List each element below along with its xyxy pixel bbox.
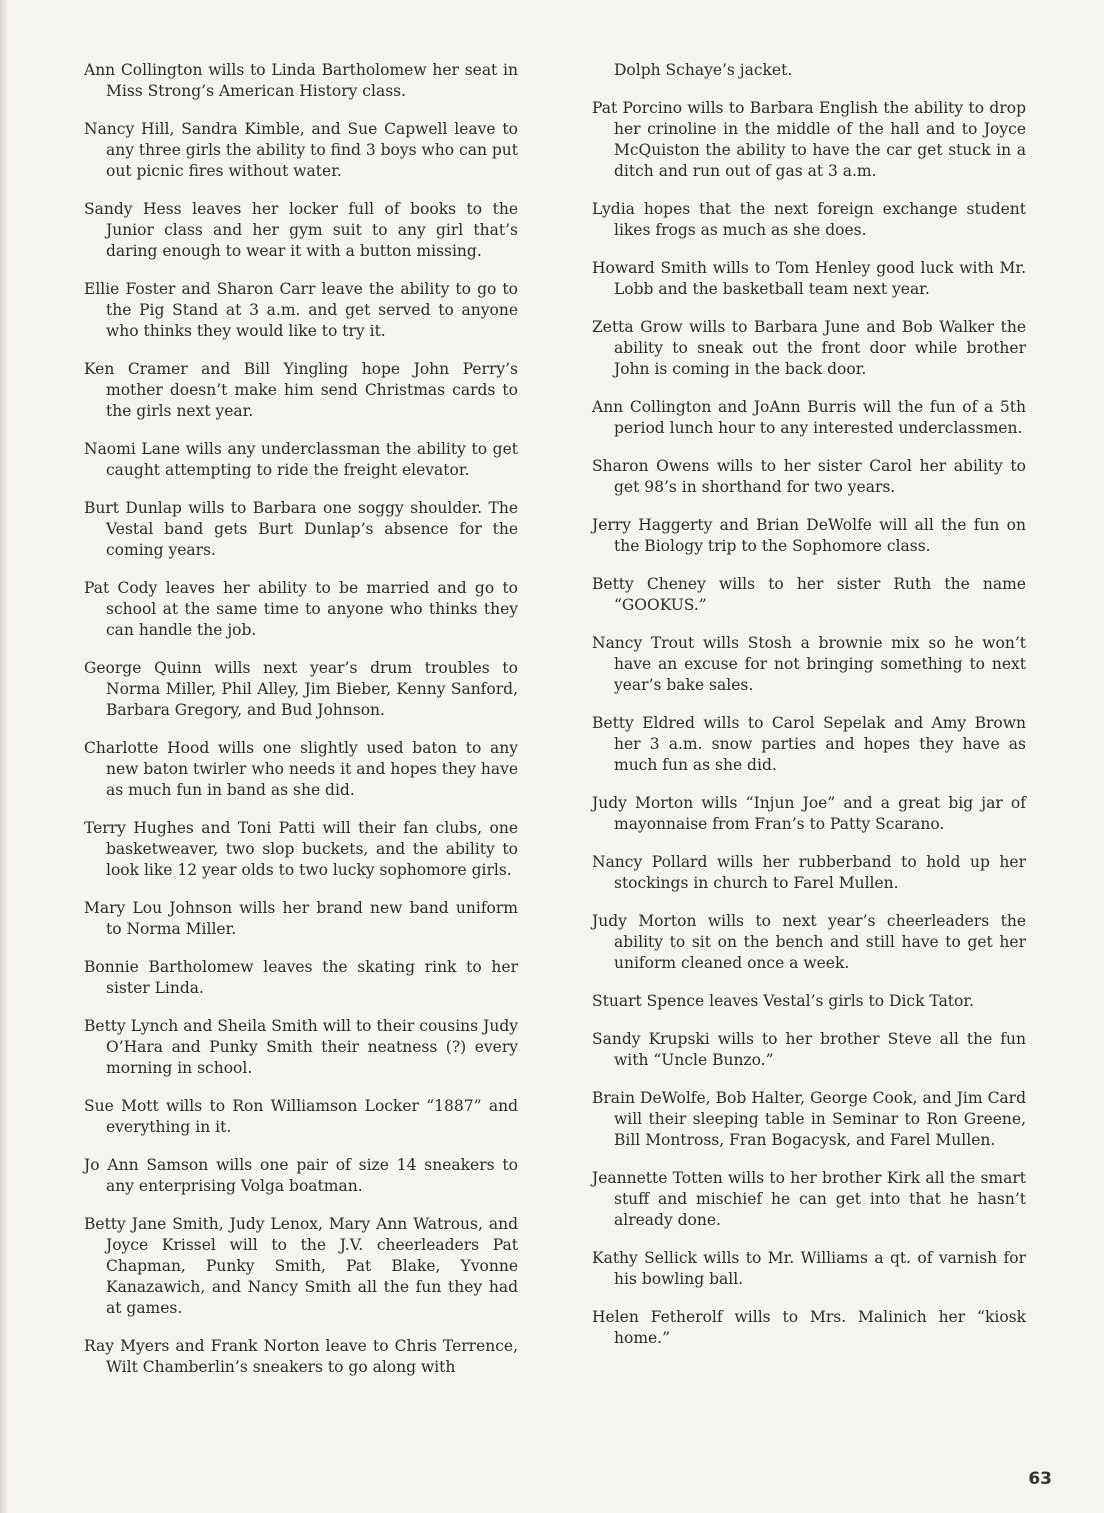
will-entry: Naomi Lane wills any underclassman the ability to get caught attempting to ride the freight elevator.: [84, 440, 518, 479]
will-entry: Sandy Krupski wills to her brother Steve all the fun with “Uncle Bunzo.”: [592, 1030, 1026, 1069]
will-entry: Nancy Pollard wills her rubberband to hold up her stockings in church to Farel Mullen.: [592, 853, 1026, 892]
will-entry: Brain DeWolfe, Bob Halter, George Cook, and Jim Card will their sleeping table in Seminar to Ron Greene, Bill Montross, Fran Bogacysk, and Farel Mullen.: [592, 1089, 1026, 1149]
will-entry: Ken Cramer and Bill Yingling hope John Perry’s mother doesn’t make him send Christmas cards to the girls next year.: [84, 360, 518, 420]
will-entry: Pat Porcino wills to Barbara English the ability to drop her crinoline in the middle of the hall and to Joyce McQuiston the ability to have the car get stuck in a ditch and run out of gas at 3 a.m.: [592, 99, 1026, 180]
will-entry: Betty Lynch and Sheila Smith will to their cousins Judy O’Hara and Punky Smith their neatness (?) every morning in school.: [84, 1017, 518, 1077]
will-entry: Judy Morton wills “Injun Joe” and a great big jar of mayonnaise from Fran’s to Patty Scarano.: [592, 794, 1026, 833]
will-entry: Ellie Foster and Sharon Carr leave the ability to go to the Pig Stand at 3 a.m. and get served to anyone who thinks they would like to try it.: [84, 280, 518, 340]
will-entry: Judy Morton wills to next year’s cheerleaders the ability to sit on the bench and still have to get her uniform cleaned once a week.: [592, 912, 1026, 972]
will-entry: Betty Jane Smith, Judy Lenox, Mary Ann Watrous, and Joyce Krissel will to the J.V. cheerleaders Pat Chapman, Punky Smith, Pat Blake, Yvonne Kanazawich, and Nancy Smith all the fun they had at games.: [84, 1215, 518, 1317]
will-entry: Burt Dunlap wills to Barbara one soggy shoulder. The Vestal band gets Burt Dunlap’s absence for the coming years.: [84, 499, 518, 559]
will-entry: Nancy Trout wills Stosh a brownie mix so he won’t have an excuse for not bringing something to next year’s bake sales.: [592, 634, 1026, 694]
will-entry: George Quinn wills next year’s drum troubles to Norma Miller, Phil Alley, Jim Bieber, Kenny Sanford, Barbara Gregory, and Bud Johnson.: [84, 659, 518, 719]
will-entry: Mary Lou Johnson wills her brand new band uniform to Norma Miller.: [84, 899, 518, 938]
will-entry: Zetta Grow wills to Barbara June and Bob Walker the ability to sneak out the front door while brother John is coming in the back door.: [592, 318, 1026, 378]
will-entry: Betty Eldred wills to Carol Sepelak and Amy Brown her 3 a.m. snow parties and hopes they have as much fun as she did.: [592, 714, 1026, 774]
will-entry: Stuart Spence leaves Vestal’s girls to Dick Tator.: [592, 992, 974, 1010]
will-entry: Bonnie Bartholomew leaves the skating rink to her sister Linda.: [84, 958, 518, 997]
will-entry: Ann Collington wills to Linda Bartholomew her seat in Miss Strong’s American History class.: [84, 61, 518, 100]
will-entry: Jo Ann Samson wills one pair of size 14 sneakers to any enterprising Volga boatman.: [84, 1156, 518, 1195]
will-entry: Jerry Haggerty and Brian DeWolfe will all the fun on the Biology trip to the Sophomore class.: [592, 516, 1026, 555]
will-entry: Sandy Hess leaves her locker full of books to the Junior class and her gym suit to any girl that’s daring enough to wear it with a button missing.: [84, 200, 518, 260]
right-column: [592, 60, 1026, 1366]
will-entry: Terry Hughes and Toni Patti will their fan clubs, one basketweaver, two slop buckets, and the ability to look like 12 year olds to two lucky sophomore girls.: [84, 819, 518, 879]
will-entry: Sue Mott wills to Ron Williamson Locker “1887” and everything in it.: [84, 1097, 518, 1136]
will-entry: Jeannette Totten wills to her brother Kirk all the smart stuff and mischief he can get into that he hasn’t already done.: [592, 1169, 1026, 1229]
will-entry: Howard Smith wills to Tom Henley good luck with Mr. Lobb and the basketball team next year.: [592, 259, 1026, 298]
will-entry: Sharon Owens wills to her sister Carol her ability to get 98’s in shorthand for two years.: [592, 457, 1026, 496]
will-entry: Lydia hopes that the next foreign exchange student likes frogs as much as she does.: [592, 200, 1026, 239]
page-number: 63: [1028, 1469, 1052, 1489]
page-binding-edge: [0, 0, 8, 1513]
will-entry: Pat Cody leaves her ability to be married and go to school at the same time to anyone who thinks they can handle the job.: [84, 579, 518, 639]
left-column: [84, 60, 518, 1395]
will-entry: Ray Myers and Frank Norton leave to Chris Terrence, Wilt Chamberlin’s sneakers to go along with: [84, 1337, 518, 1376]
will-entry: Kathy Sellick wills to Mr. Williams a qt. of varnish for his bowling ball.: [592, 1249, 1026, 1288]
will-entry: Helen Fetherolf wills to Mrs. Malinich her “kiosk home.”: [592, 1308, 1026, 1347]
will-entry-continuation: Dolph Schaye’s jacket.: [614, 61, 793, 79]
will-entry: Betty Cheney wills to her sister Ruth the name “GOOKUS.”: [592, 575, 1026, 614]
will-entry: Charlotte Hood wills one slightly used baton to any new baton twirler who needs it and hopes they have as much fun in band as she did.: [84, 739, 518, 799]
will-entry: Ann Collington and JoAnn Burris will the fun of a 5th period lunch hour to any interested underclassmen.: [592, 398, 1026, 437]
will-entry: Nancy Hill, Sandra Kimble, and Sue Capwell leave to any three girls the ability to find 3 boys who can put out picnic fires without water.: [84, 120, 518, 180]
